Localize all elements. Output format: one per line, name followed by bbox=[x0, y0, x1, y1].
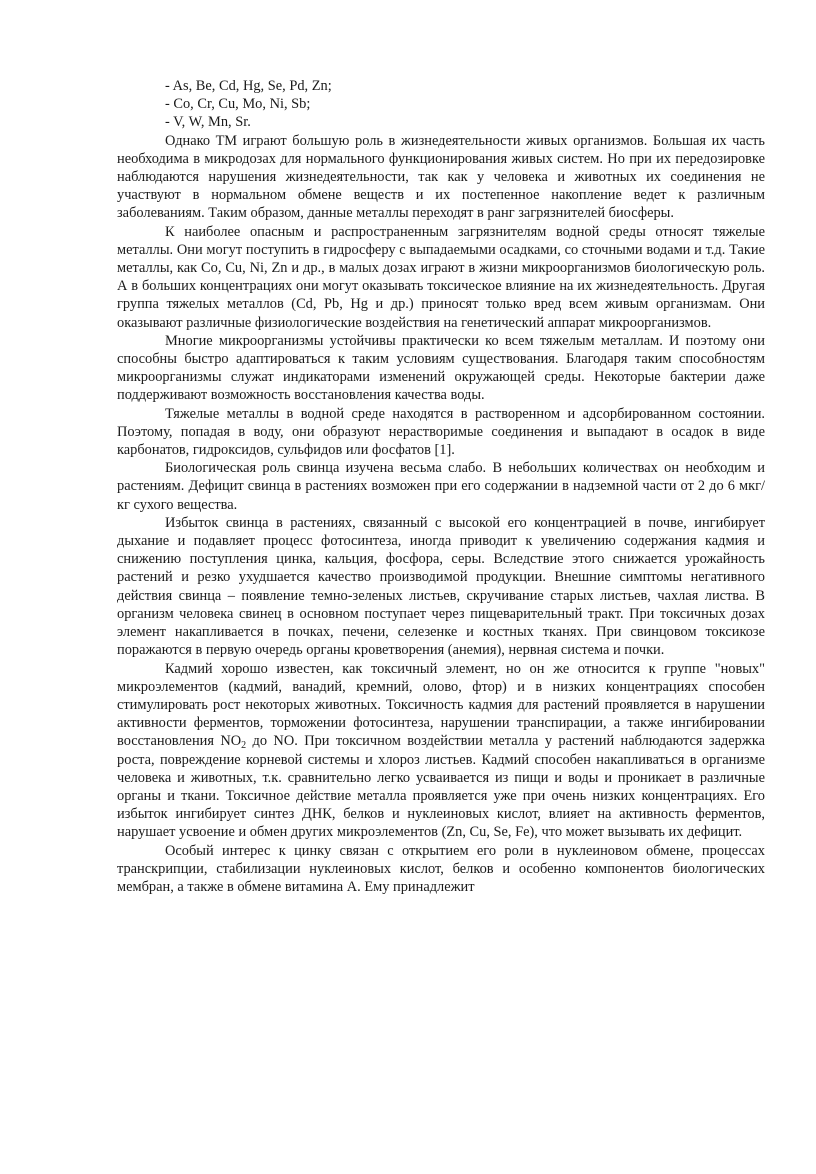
document-page bbox=[117, 77, 765, 896]
list-item: - V, W, Mn, Sr. bbox=[165, 114, 251, 131]
paragraph: Избыток свинца в растениях, связанный с высокой его концентрацией в почве, ингибирует дыхание и подавляет процесс фотосинтеза, иногда приводит к увеличению содержания кадмия и снижению поступления цинка, кальция, фосфора, серы. Вследствие этого снижается урожайность растений и резко ухудшается качество производимой продукции. Внешние симптомы негативного действия свинца – появление темно-зеленых листьев, скручивание старых листьев, чахлая листва. В организм человека свинец в основном поступает через пищеварительный тракт. При токсичных дозах элемент накапливается в почках, печени, селезенке и костных тканях. При свинцовом токсикозе поражаются в первую очередь органы кроветворения (анемия), нервная система и почки. bbox=[117, 514, 765, 659]
paragraph: Многие микроорганизмы устойчивы практически ко всем тяжелым металлам. И поэтому они способны быстро адаптироваться к таким условиям существования. Благодаря таким способностям микроорганизмы служат индикаторами изменений окружающей среды. Некоторые бактерии даже поддерживают возможность восстановления качества воды. bbox=[117, 332, 765, 404]
paragraph-text: до NO. При токсичном воздействии металла у растений наблюдаются задержка роста, повреждение корневой системы и хлороз листьев. Кадмий способен накапливаться в организме человека и животных, т.к. сравнительно легко усваивается из пищи и воды и проникает в различные органы и ткани. Токсичное действие металла проявляется уже при очень низких концентрациях. Его избыток ингибирует синтез ДНК, белков и нуклеиновых кислот, влияет на активность ферментов, нарушает усвоение и обмен других микроэлементов (Zn, Cu, Se, Fe), что может вызывать их дефицит. bbox=[117, 733, 765, 841]
paragraph: К наиболее опасным и распространенным загрязнителям водной среды относят тяжелые металлы. Они могут поступить в гидросферу с выпадаемыми осадками, со сточными водами и т.д. Такие металлы, как Co, Cu, Ni, Zn и др., в малых дозах играют в жизни микроорганизмов биологическую роль. А в больших концентрациях они могут оказывать токсическое влияние на их жизнедеятельность. Другая группа тяжелых металлов (Cd, Pb, Hg и др.) приносят только вред всем живым организмам. Они оказывают различные физиологические воздействия на генетический аппарат микроорганизмов. bbox=[117, 223, 765, 331]
paragraph-text: Кадмий хорошо известен, как токсичный элемент, но он же относится к группе "новых" микроэлементов (кадмий, ванадий, кремний, олово, фтор) и в низких концентрациях способен стимулировать рост некоторых животных. Токсичность кадмия для растений проявляется в нарушении активности ферментов, торможении фотосинтеза, нарушении транспирации, а также ингибировании восстановления NO bbox=[117, 660, 765, 750]
paragraph: Тяжелые металлы в водной среде находятся в растворенном и адсорбированном состоянии. Поэтому, попадая в воду, они образуют нерастворимые соединения и выпадают в осадок в виде карбонатов, гидроксидов, сульфидов или фосфатов [1]. bbox=[117, 405, 765, 459]
paragraph: Однако ТМ играют большую роль в жизнедеятельности живых организмов. Большая их часть необходима в микродозах для нормального функционирования живых систем. Но при их передозировке наблюдаются нарушения жизнедеятельности, так как у человека и животных их соединения не участвуют в нормальном обмене веществ и их постепенное накопление ведет к различным заболеваниям. Таким образом, данные металлы переходят в ранг загрязнителей биосферы. bbox=[117, 132, 765, 222]
paragraph: Особый интерес к цинку связан с открытием его роли в нуклеиновом обмене, процессах транскрипции, стабилизации нуклеиновых кислот, белков и особенно компонентов биологических мембран, а также в обмене витамина А. Ему принадлежит bbox=[117, 842, 765, 895]
list-item: - Co, Cr, Cu, Mo, Ni, Sb; bbox=[165, 96, 311, 113]
paragraph: Биологическая роль свинца изучена весьма слабо. В небольших количествах он необходим и растениям. Дефицит свинца в растениях возможен при его содержании в надземной части от 2 до 6 мкг/кг сухого вещества. bbox=[117, 460, 765, 513]
paragraph bbox=[117, 660, 765, 842]
list-item: - As, Be, Cd, Hg, Se, Pd, Zn; bbox=[165, 78, 332, 94]
subscript: 2 bbox=[241, 740, 247, 752]
